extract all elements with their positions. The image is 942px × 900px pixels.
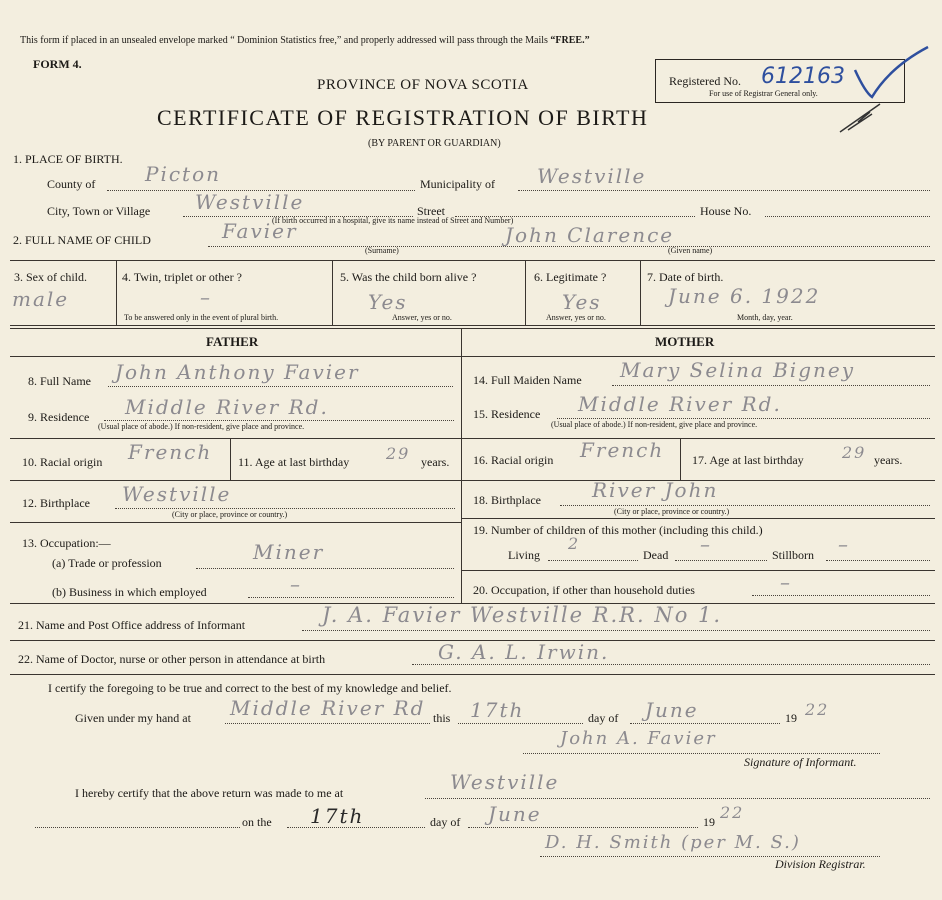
mother-age-label: 17. Age at last birthday <box>692 453 804 467</box>
registrar-day-value: 17th <box>310 804 365 828</box>
year-prefix: 19 <box>785 711 797 725</box>
father-name-value: John Anthony Favier <box>115 360 360 384</box>
this-label: this <box>433 711 451 725</box>
father-age-label: 11. Age at last birthday <box>238 455 350 469</box>
house-no-label: House No. <box>700 204 752 218</box>
mother-occupation-label: 20. Occupation, if other than household duties <box>473 583 695 597</box>
father-birthplace-value: Westville <box>122 482 232 506</box>
mother-heading: MOTHER <box>655 334 715 349</box>
year-value: 22 <box>805 700 830 719</box>
registrar-place-value: Westville <box>450 770 560 794</box>
father-residence-label: 9. Residence <box>28 410 90 424</box>
mother-age-value: 29 <box>842 443 867 462</box>
street-label: Street <box>417 204 445 218</box>
registered-number: 612163 <box>761 64 845 89</box>
mother-racial-label: 16. Racial origin <box>473 453 554 467</box>
father-racial-value: French <box>128 440 213 464</box>
check-mark-icon <box>820 42 930 137</box>
alive-label: 5. Was the child born alive ? <box>340 270 477 284</box>
mother-children-label: 19. Number of children of this mother (including this child.) <box>473 523 763 537</box>
mother-years-label: years. <box>874 453 903 467</box>
child-surname: Favier <box>222 219 298 243</box>
province-heading: PROVINCE OF NOVA SCOTIA <box>317 77 529 93</box>
twin-value: – <box>200 285 212 309</box>
father-occupation-label: 13. Occupation:— <box>22 536 111 550</box>
alive-value: Yes <box>368 290 408 314</box>
mail-notice-text: This form if placed in an unsealed envelope marked “ Dominion Statistics free,” and properly addressed will pass through the Mails <box>20 35 548 46</box>
living-label: Living <box>508 548 540 562</box>
place-of-birth-label: 1. PLACE OF BIRTH. <box>13 152 123 166</box>
registrar-day-of-label: day of <box>430 815 461 829</box>
certificate-subtitle: (BY PARENT OR GUARDIAN) <box>368 138 501 149</box>
certificate-title: CERTIFICATE OF REGISTRATION OF BIRTH <box>157 105 649 130</box>
living-value: 2 <box>568 534 581 553</box>
registrar-month-value: June <box>488 802 542 826</box>
alive-note: Answer, yes or no. <box>392 313 452 322</box>
day-of-label: day of <box>588 711 619 725</box>
informant-label: 21. Name and Post Office address of Informant <box>18 618 246 632</box>
child-given-name: John Clarence <box>505 223 675 247</box>
legitimate-label: 6. Legitimate ? <box>534 270 607 284</box>
mother-occupation-value: – <box>780 570 792 594</box>
mail-notice <box>20 35 590 46</box>
this-day-value: 17th <box>470 698 525 722</box>
registrar-signature-label: Division Registrar. <box>775 857 866 871</box>
legitimate-note: Answer, yes or no. <box>546 313 606 322</box>
dead-value: – <box>700 532 712 556</box>
child-name-label: 2. FULL NAME OF CHILD <box>13 233 151 247</box>
informant-signature: John A. Favier <box>560 728 717 749</box>
form-number: FORM 4. <box>33 57 82 71</box>
month-value: June <box>645 698 699 722</box>
municipality-value: Westville <box>537 164 647 188</box>
father-business-value: – <box>290 572 302 596</box>
legitimate-value: Yes <box>562 290 602 314</box>
date-of-birth-label: 7. Date of birth. <box>647 270 724 284</box>
date-of-birth-note: Month, day, year. <box>737 313 793 322</box>
dead-label: Dead <box>643 548 669 562</box>
hospital-note: (If birth occurred in a hospital, give its name instead of Street and Number) <box>272 216 514 225</box>
stillborn-label: Stillborn <box>772 548 815 562</box>
informant-signature-label: Signature of Informant. <box>744 755 857 769</box>
mother-racial-value: French <box>580 438 665 462</box>
mother-birthplace-note: (City or place, province or country.) <box>614 507 730 516</box>
registered-note: For use of Registrar General only. <box>709 89 818 98</box>
city-label: City, Town or Village <box>47 204 151 218</box>
attendant-label: 22. Name of Doctor, nurse or other person in attendance at birth <box>18 652 326 666</box>
county-label: County of <box>47 177 96 191</box>
mother-birthplace-value: River John <box>592 478 719 502</box>
city-value: Westville <box>195 190 305 214</box>
father-age-value: 29 <box>386 444 411 463</box>
father-heading: FATHER <box>206 334 259 349</box>
mother-name-value: Mary Selina Bigney <box>620 358 856 382</box>
mother-residence-label: 15. Residence <box>473 407 541 421</box>
twin-note: To be answered only in the event of plural birth. <box>124 313 279 322</box>
stillborn-value: – <box>838 532 850 556</box>
mother-residence-value: Middle River Rd. <box>578 392 782 416</box>
given-name-note: (Given name) <box>668 246 713 255</box>
father-years-label: years. <box>421 455 450 469</box>
father-business-label: (b) Business in which employed <box>52 585 207 599</box>
mother-residence-note: (Usual place of abode.) If non-resident, give place and province. <box>551 420 758 429</box>
on-the-label: on the <box>242 815 272 829</box>
father-trade-value: Miner <box>253 540 325 564</box>
father-trade-label: (a) Trade or profession <box>52 556 162 570</box>
father-birthplace-label: 12. Birthplace <box>22 496 90 510</box>
county-value: Picton <box>145 162 222 186</box>
father-name-label: 8. Full Name <box>28 374 91 388</box>
father-residence-note: (Usual place of abode.) If non-resident, give place and province. <box>98 422 305 431</box>
given-place-value: Middle River Rd <box>230 696 426 720</box>
date-of-birth-value: June 6. 1922 <box>668 284 821 308</box>
registrar-year-value: 22 <box>720 803 745 822</box>
twin-label: 4. Twin, triplet or other ? <box>122 270 242 284</box>
municipality-label: Municipality of <box>420 177 495 191</box>
informant-value: J. A. Favier Westville R.R. No 1. <box>322 603 723 627</box>
registered-label: Registered No. <box>669 74 741 88</box>
sex-label: 3. Sex of child. <box>14 270 87 284</box>
father-racial-label: 10. Racial origin <box>22 455 103 469</box>
attendant-value: G. A. L. Irwin. <box>438 640 610 664</box>
given-under-label: Given under my hand at <box>75 711 191 725</box>
father-residence-value: Middle River Rd. <box>125 395 329 419</box>
father-birthplace-note: (City or place, province or country.) <box>172 510 288 519</box>
surname-note: (Surname) <box>365 246 399 255</box>
free-label: “FREE.” <box>550 35 590 46</box>
registrar-signature: D. H. Smith (per M. S.) <box>545 832 801 853</box>
sex-value: male <box>12 287 70 311</box>
mother-birthplace-label: 18. Birthplace <box>473 493 541 507</box>
mother-name-label: 14. Full Maiden Name <box>473 373 582 387</box>
registrar-certify-label: I hereby certify that the above return was made to me at <box>75 786 344 800</box>
registrar-year-prefix: 19 <box>703 815 715 829</box>
certify-text: I certify the foregoing to be true and correct to the best of my knowledge and belief. <box>48 681 452 695</box>
